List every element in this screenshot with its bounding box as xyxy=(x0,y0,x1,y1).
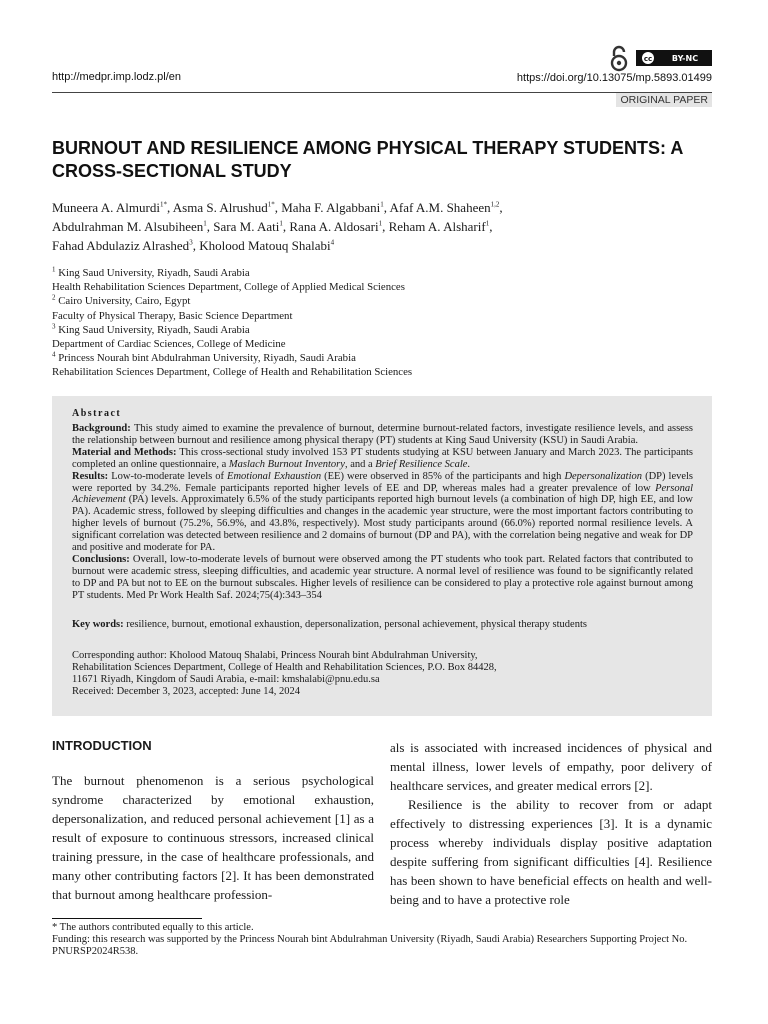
cc-license-badge[interactable] xyxy=(636,50,712,66)
journal-url-link[interactable]: http://medpr.imp.lodz.pl/en xyxy=(52,71,182,83)
keywords: Key words: resilience, burnout, emotional exhaustion, depersonalization, personal achievement, physical therapy students xyxy=(72,619,587,630)
affiliations xyxy=(52,266,712,380)
body-paragraph: Resilience is the ability to recover from or adapt effectively to distressing experiences [3]. It is a dynamic process whereby individuals display positive adaptation despite suffering from significant difficulties [4]. Resilience has been shown to have beneficial effects on health and well-being and to have a protective role xyxy=(390,797,712,907)
affiliation: $^4$ Princess Nourah bint Abdulrahman University, Riyadh, Saudi Arabia Rehabilitation Sciences Department, College of Health and Rehabilitation Sciences xyxy=(52,350,413,379)
correspondence-block: Corresponding author: Kholood Matouq Shalabi, Princess Nourah bint Abdulrahman University, Rehabilitation Sciences Department, College of Health and Rehabilitation Sciences, P.O. Box 84428, 11671 Riyadh, Kingdom of Saudi Arabia, e-mail: kmshalabi@pnu.edu.sa Received: December 3, 2023, accepted: June 14, 2024 xyxy=(72,650,497,697)
author: Abdulrahman M. Alsubiheen xyxy=(52,219,204,234)
footnote-funding: Funding: this research was supported by the Princess Nourah bint Abdulrahman University (Riyadh, Saudi Arabia) Researchers Supporting Project No. PNURSP2024R538. xyxy=(52,934,688,957)
paper-title: BURNOUT AND RESILIENCE AMONG PHYSICAL THERAPY STUDENTS: A CROSS-SECTIONAL STUDY xyxy=(52,138,683,181)
author: Rana A. Aldosari xyxy=(289,219,379,234)
svg-text:cc: cc xyxy=(643,55,653,63)
author: Fahad Abdulaziz Alrashed xyxy=(52,238,190,253)
body-column-right xyxy=(390,738,712,909)
author: Kholood Matouq Shalabi xyxy=(199,238,331,253)
abstract-results: Results: Low-to-moderate levels of Emotional Exhaustion (EE) were observed in 85% of the participants and high Depersonalization (DP) levels were reported by 34.2%. Female participants reported higher levels of EE and DP, whereas males had a greater prevalence of low Personal Achievement (PA) levels. Approximately 6.5% of the study participants reported high burnout levels (a combination of high DP, high EE, and low PA). Academic stress, followed by sleeping difficulties and changes in the academic year structure, were the most important factors contributing to higher levels of burnout (75.2%, 56.9%, and 43.8%, respectively). Most study participants around (66.0%) reported normal resilience levels. A significant correlation was detected between resilience and 2 domains of burnout (DP and PA), with the correlation being negative and weak for DP and positive and moderate for PA. xyxy=(72,470,694,554)
author-list: Muneera A. Almurdi$^{1*}$, Asma S. Alrushud$^{1*}$, Maha F. Algabbani$^1$, Afaf A.M. Shaheen$^{1,2}$, Abdulrahman M. Alsubiheen$^1$, Sara M. Aati$^1$, Rana A. Aldosari$^1$, Reham A. Alsharif$^1$, Fahad Abdulaziz Alrashed$^3$, Kholood Matouq Shalabi$^4$ xyxy=(52,200,503,253)
body-paragraph: The burnout phenomenon is a serious psychological syndrome characterized by emotional exhaustion, depersonalization, and reduced personal achievement [1] as a result of exposure to continuous stressors, increased clinical training pressure, in the case of healthcare professionals, and many other contributing factors [2]. It has been demonstrated that burnout among healthcare profession- xyxy=(52,773,374,902)
license-label: BY-NC xyxy=(659,51,711,65)
abstract-methods: Material and Methods: This cross-sectional study involved 153 PT students studying at KSU between January and March 2023. The participants completed an online questionnaire, a Maslach Burnout Inventory, and a Brief Resilience Scale. xyxy=(72,446,693,470)
affiliation: $^1$ King Saud University, Riyadh, Saudi Arabia Health Rehabilitation Sciences Department, College of Applied Medical Sciences xyxy=(52,265,405,294)
header-divider xyxy=(52,92,712,93)
footnote-divider xyxy=(52,918,202,919)
footnote-equal-contribution: * The authors contributed equally to this article. xyxy=(52,922,254,933)
author: Muneera A. Almurdi xyxy=(52,200,160,215)
author: Sara M. Aati xyxy=(213,219,280,234)
doi-link[interactable]: https://doi.org/10.13075/mp.5893.01499 xyxy=(516,72,712,84)
body-column-left xyxy=(52,771,374,904)
abstract-conclusions: Conclusions: Overall, low-to-moderate levels of burnout were observed among the PT students who took part. Related factors that contributed to burnout were academic stress, sleeping difficulties, and academic year structure. A normal level of resilience was found to be significantly related to DP and PA but not to EE on the burnout subscales. Higher levels of resilience can be considered to play a protective role against burnout among PT students. Med Pr Work Health Saf. 2024;75(4):343–354 xyxy=(72,553,693,601)
section-heading-introduction: INTRODUCTION xyxy=(52,738,152,753)
abstract-body xyxy=(72,423,693,602)
author: Afaf A.M. Shaheen xyxy=(389,200,491,215)
paper-type-label: ORIGINAL PAPER xyxy=(616,93,712,107)
cc-icon xyxy=(637,51,659,65)
affiliation: $^3$ King Saud University, Riyadh, Saudi Arabia Department of Cardiac Sciences, College of Medicine xyxy=(52,322,286,351)
body-paragraph: als is associated with increased incidences of physical and mental illness, lower levels of empathy, poor delivery of healthcare services, and greater medical errors [2]. xyxy=(390,740,712,793)
affiliation: $^2$ Cairo University, Cairo, Egypt Faculty of Physical Therapy, Basic Science Department xyxy=(52,293,293,322)
footnotes xyxy=(52,922,712,958)
author: Asma S. Alrushud xyxy=(172,200,268,215)
open-access-icon xyxy=(608,44,630,72)
abstract-background: Background: This study aimed to examine the prevalence of burnout, determine burnout-related factors, investigate resilience levels, and assess the relationship between burnout and resilience among physical therapy (PT) students at King Saud University (KSU) in Saudi Arabia. xyxy=(72,423,694,446)
author: Maha F. Algabbani xyxy=(281,200,381,215)
author: Reham A. Alsharif xyxy=(388,219,486,234)
abstract-heading: Abstract xyxy=(72,408,122,419)
